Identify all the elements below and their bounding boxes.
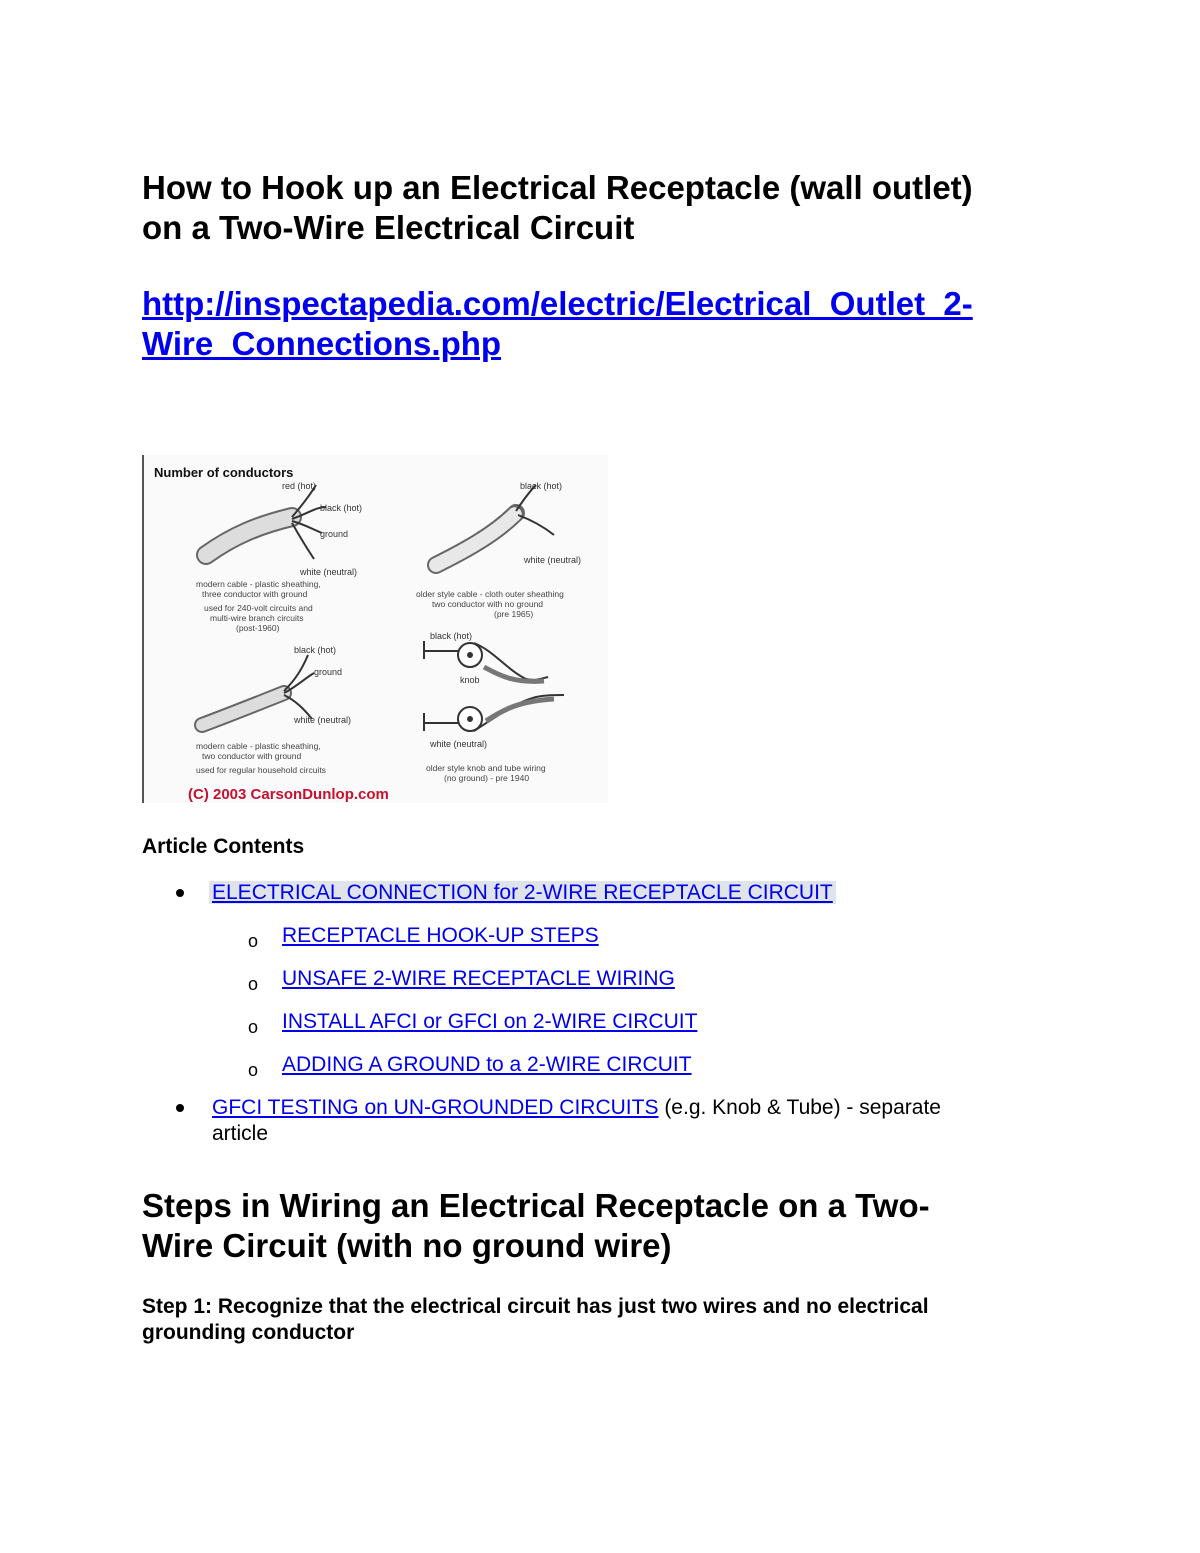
- caption-knob-tube: older style knob and tube wiring: [426, 763, 546, 773]
- label-ground-1: ground: [320, 529, 349, 539]
- article-contents-list: [142, 880, 1042, 1147]
- toc-link-hookup-steps[interactable]: RECEPTACLE HOOK-UP STEPS: [282, 924, 599, 947]
- caption-modern-2b: two conductor with ground: [202, 751, 302, 761]
- three-conductor-cable-drawing: [206, 485, 326, 559]
- hollow-bullet-icon: o: [248, 974, 259, 994]
- section-heading-line-2: Wire Circuit (with no ground wire): [142, 1227, 672, 1264]
- list-item: [142, 966, 1042, 992]
- caption-modern-3b: three conductor with ground: [202, 589, 308, 599]
- label-knob: knob: [460, 675, 480, 685]
- page-title-line-2: on a Two-Wire Electrical Circuit: [142, 209, 635, 246]
- label-black-hot-4: black (hot): [430, 631, 473, 641]
- toc-link-adding-ground[interactable]: ADDING A GROUND to a 2-WIRE CIRCUIT: [282, 1053, 692, 1076]
- toc-item-note: (e.g. Knob & Tube) - separate article: [212, 1096, 941, 1145]
- section-heading: [142, 1186, 1042, 1266]
- caption-knob-tube-b: (no ground) - pre 1940: [444, 773, 530, 783]
- hollow-bullet-icon: o: [248, 1017, 259, 1037]
- page-title: [142, 168, 1042, 248]
- label-white-neutral-2: white (neutral): [294, 715, 352, 725]
- list-item: [142, 880, 1042, 906]
- step-1-line-2: grounding conductor: [142, 1321, 355, 1344]
- label-black-hot-1: black (hot): [320, 503, 363, 513]
- source-url-link[interactable]: [142, 284, 1042, 364]
- label-black-hot-2: black (hot): [294, 645, 337, 655]
- toc-link-electrical-connection[interactable]: ELECTRICAL CONNECTION for 2-WIRE RECEPTACLE CIRCUIT: [209, 881, 836, 904]
- source-url-line-2: Wire_Connections.php: [142, 325, 502, 362]
- section-heading-line-1: Steps in Wiring an Electrical Receptacle on a Two-: [142, 1187, 930, 1224]
- caption-modern-2: modern cable - plastic sheathing,: [196, 741, 321, 751]
- page-title-line-1: How to Hook up an Electrical Receptacle (wall outlet): [142, 169, 973, 206]
- bullet-icon: [176, 1104, 184, 1112]
- label-white-neutral-3: white (neutral): [524, 555, 582, 565]
- list-item: [142, 1052, 1042, 1078]
- toc-link-gfci-testing[interactable]: GFCI TESTING on UN-GROUNDED CIRCUITS: [212, 1096, 659, 1119]
- list-item: [142, 1009, 1042, 1035]
- label-red-hot: red (hot): [282, 481, 317, 491]
- toc-link-install-afci-gfci[interactable]: INSTALL AFCI or GFCI on 2-WIRE CIRCUIT: [282, 1010, 698, 1033]
- caption-used-240b: multi-wire branch circuits: [210, 613, 304, 623]
- caption-modern-3: modern cable - plastic sheathing,: [196, 579, 321, 589]
- caption-used-240: used for 240-volt circuits and: [204, 603, 313, 613]
- list-item: [142, 923, 1042, 949]
- bullet-icon: [176, 889, 184, 897]
- document-page: [142, 168, 1042, 1344]
- older-cloth-cable-drawing: [436, 485, 554, 565]
- conductors-diagram-image: [142, 455, 608, 803]
- diagram-copyright: (C) 2003 CarsonDunlop.com: [188, 786, 389, 803]
- label-black-hot-3: black (hot): [520, 481, 563, 491]
- label-ground-2: ground: [314, 667, 343, 677]
- diagram-heading: Number of conductors: [154, 465, 294, 480]
- step-1-line-1: Step 1: Recognize that the electrical circuit has just two wires and no electrical: [142, 1295, 929, 1318]
- article-contents-heading: Article Contents: [142, 835, 305, 858]
- caption-post-1960: (post-1960): [236, 623, 280, 633]
- source-url-line-1: http://inspectapedia.com/electric/Electrical_Outlet_2-: [142, 285, 973, 322]
- hollow-bullet-icon: o: [248, 931, 259, 951]
- caption-older-style: older style cable - cloth outer sheathing: [416, 589, 564, 599]
- label-white-neutral-1: white (neutral): [300, 567, 358, 577]
- caption-pre-1965: (pre 1965): [494, 609, 534, 619]
- caption-older-style-b: two conductor with no ground: [432, 599, 544, 609]
- caption-used-regular: used for regular household circuits: [196, 765, 326, 775]
- label-white-neutral-4: white (neutral): [430, 739, 488, 749]
- hollow-bullet-icon: o: [248, 1060, 259, 1080]
- step-1-heading: [142, 1294, 1042, 1346]
- knob-and-tube-drawing: [424, 641, 564, 731]
- toc-link-unsafe-wiring[interactable]: UNSAFE 2-WIRE RECEPTACLE WIRING: [282, 967, 675, 990]
- list-item: [142, 1095, 972, 1147]
